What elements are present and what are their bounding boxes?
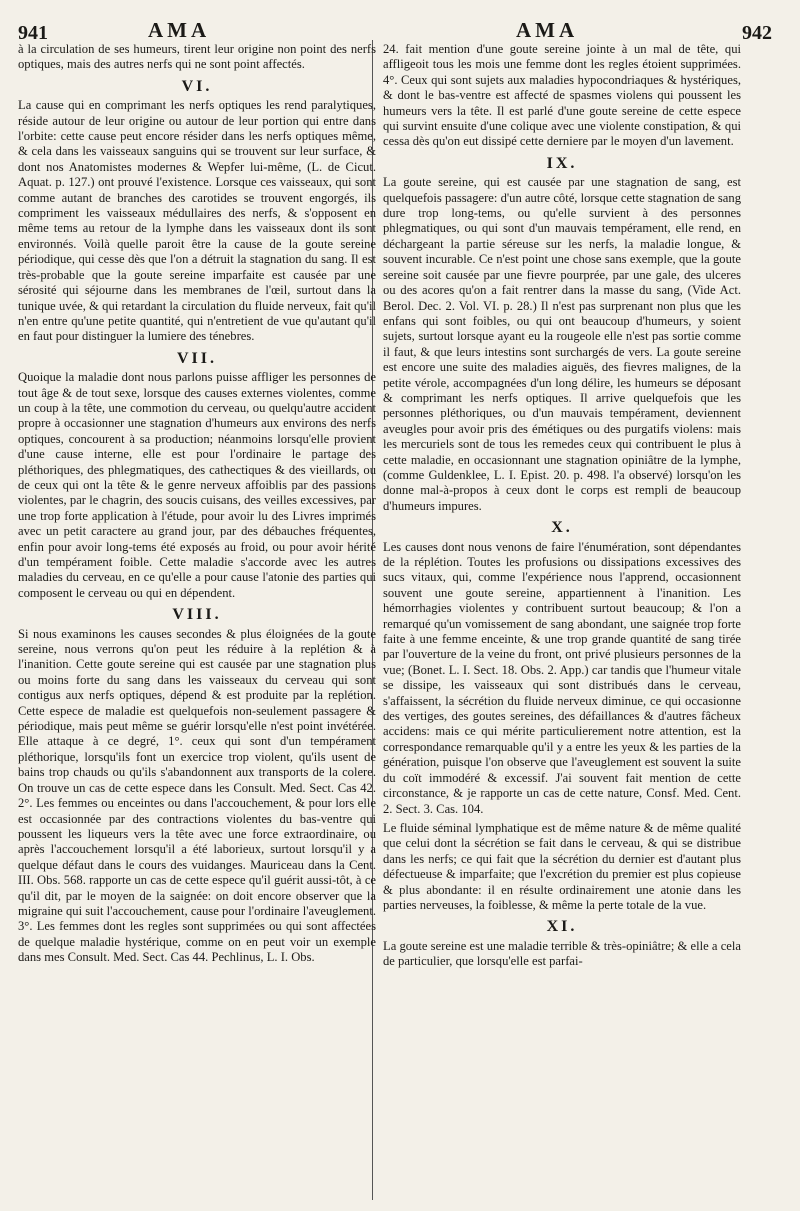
section-heading-6: VI. <box>181 77 213 95</box>
section-heading-10: X. <box>551 519 573 537</box>
section-10-text-2: Le fluide séminal lymphatique est de même nature & de même qualité que celui dont la sécrétion se fait dans le cerveau, & qui se distribue dans les nerfs; ce qui fait que la sécrétion du dernier est d'autant plus défectueuse & imparfaite; que l'excrétion du premier est plus copieuse & plus abondante: il en résulte ordinairement une atonie dans les parties nerveuses, la foiblesse, & même la perte totale de la vue. <box>383 820 741 912</box>
running-head-right: AMA <box>516 18 579 42</box>
page-number-left: 941 <box>18 22 48 44</box>
page-number-right: 942 <box>742 22 772 44</box>
section-heading-7: VII. <box>176 349 217 367</box>
section-10-text: Les causes dont nous venons de faire l'énumération, sont dépendantes de la réplétion. Toutes les profusions ou dissipations excessives des sucs vitaux, qui, comme l'expérience nous l'apprend, occasionnent souvent une goute sereine, appartiennent à l'inanition. Les hémorrhagies violentes y contribuent surtout beaucoup; & l'on a remarqué qu'un vomissement de sang abondant, une saignée trop forte faite à une femme enceinte, & une trop grande quantité de sang tirée par l'ouverture de la veine du front, ont privé plusieurs personnes de la vue; (Bonet. L. I. Sect. 18. Obs. 2. App.) car tandis que l'humeur vitale se dissipe, les vaisseaux qui sont distribués dans le cerveau, s'affaissent, la sécrétion du fluide nerveux diminue, ce qui occasionne des vertiges, des goutes sereines, des défaillances & d'autres fâcheux accidens: mais ce qui mérite particulierement notre attention, est la correspondance remarquable qu'il y a entre les yeux & les parties de la génération, puisque l'on observe que l'aveuglement est souvent la suite du coït immodéré & excessif. J'ai souvent fait mention de cette circonstance, & je rapporte un cas de cette nature, Consf. Med. Cent. 2. Sect. 3. Cas. 104. <box>383 539 741 816</box>
running-head-left: AMA <box>148 18 211 42</box>
section-11-text: La goute sereine est une maladie terrible & très-opiniâtre; & elle a cela de particulier, que lorsqu'elle est parfai- <box>383 938 741 969</box>
section-8-text: Si nous examinons les causes secondes & plus éloignées de la goute sereine, nous verrons qu'on peut les réduire à la replétion & à l'inanition. Cette goute sereine qui est causée par une stagnation plus ou moins forte du sang dans les vaisseaux du cerveau qui sont contigus aux nerfs optiques, dépend & est produite par la replétion. Cette espece de maladie est quelquefois non-seulement passagere & périodique, mais peut même se guérir lorsqu'elle n'est point invétérée. Elle attaque à ce degré, 1°. ceux qui sont d'un tempérament pléthorique, lorsqu'ils font un exercice trop violent, qu'ils usent de bains trop chauds ou qu'ils s'abandonnent aux transports de la colere. On trouve un cas de cette espece dans les Consult. Med. Sect. Cas 42. 2°. Les femmes ou enceintes ou dans l'accouchement, & pour lors elle est occasionnée par des contractions violentes du bas-ventre qui poussent les liqueurs vers la tête avec une force extraordinaire, ou après l'accouchement lorsqu'il a été laborieux, surtout lorsqu'il y a quelque défaut dans le cours des vuidanges. Mauriceau dans la Cent. III. Obs. 568. rapporte un cas de cette espece qu'il guérit aussi-tôt, à ce qu'il dit, par le moyen de la saignée: on doit encore observer que la migraine qui suit l'accouchement, cause pour l'ordinaire l'aveuglement. 3°. Les femmes dont les regles sont supprimées ou qui sont affectées de quelque maladie hystérique, comme on en peut voir un exemple dans mes Consult. Med. Sect. Cas 44. Pechlinus, L. I. Obs. <box>18 626 376 965</box>
section-7-text: Quoique la maladie dont nous parlons puisse affliger les personnes de tout âge & de tout sexe, lorsque des causes externes violentes, comme un coup à la tête, une commotion du cerveau, ou quelqu'autre accident propre à occasionner une stagnation d'humeurs aux environs des nerfs optiques, concourent à sa production; néanmoins lorsqu'elle provient d'une cause interne, elle est pour l'ordinaire le partage des pléthoriques, des phlegmatiques, des cathectiques & des vieillards, ou de ceux qui ont la tête & le genre nerveux affoiblis par des passions violentes, par le chagrin, des soucis cuisans, des veilles excessives, par une trop forte application à l'étude, pour avoir lu des Livres imprimés avec un petit caractere au grand jour, par des débauches fréquentes, enfin pour avoir long-tems été exposés au froid, ou pour avoir hérité d'un tempérament foible. Cette maladie s'accorde avec les autres maladies du cerveau, en ce qu'elle a pour cause l'atonie des parties qui composent le cerveau ou qui en dépendent. <box>18 370 376 600</box>
left-intro: à la circulation de ses humeurs, tirent leur origine non point des nerfs optiques, mais des autres nerfs qui ne sont point affectés. <box>18 42 376 72</box>
section-9-text: La goute sereine, qui est causée par une stagnation de sang, est quelquefois passagere: d'un autre côté, lorsque cette stagnation de sang dure trop long-tems, ou qu'elle survient à des personnes phlegmatiques, ou qui sont d'un mauvais tempérament, elle rend, en déchargeant la partie séreuse sur les nerfs, la maladie longue, & souvent incurable. Ce n'est point une chose sans exemple, que la goute sereine soit causée par une fievre pourprée, par une gale, des ulceres ou des acores qu'on a fait rentrer dans la masse du sang, (Vide Act. Berol. Dec. 2. Vol. VI. p. 28.) Il n'est pas surprenant non plus que les enfans qui sont foibles, ou qui ont beaucoup d'humeurs, y soient sujets, surtout lorsque ayant eu la rougeole elle n'est pas sortie comme il faut, & que leurs intestins sont surchargés de vers. La goute sereine est encore une suite des maladies aiguës, des fievres malignes, de la petite vérole, accompagnées d'un long délire, les humeurs se déposant & comprimant les nerfs optiques. Il arrive quelquefois que les personnes pléthoriques, ou d'un mauvais tempérament, deviennent aveugles pour avoir pris des émétiques ou des purgatifs violens: mais les mercuriels sont de tous les remedes ceux qui contribuent le plus à cette maladie, en occasionnant une stagnation opiniâtre de la lymphe, (comme Guldenklee, L. I. Epist. 20. p. 498. l'a observé) lorsqu'on les donne mal-à-propos à ceux dont le corps est rempli de beaucoup d'humeurs impures. <box>383 175 741 513</box>
section-heading-9: IX. <box>546 154 578 172</box>
right-intro: 24. fait mention d'une goute sereine jointe à un mal de tête, qui affligeoit tous les mois une femme dont les regles étoient supprimées. 4°. Ceux qui sont sujets aux maladies hypocondriaques & hystériques, & dont le bas-ventre est affecté de spasmes violens qui poussent les humeurs vers la tête. Il est parlé d'une goute sereine de cette espece qui survint ensuite d'une colique avec une violente constipation, & qui cessa dès qu'on eut dissipé cette derniere par le moyen d'un lavement. <box>383 42 741 149</box>
section-heading-8: VIII. <box>172 606 222 624</box>
section-heading-11: XI. <box>546 918 578 936</box>
right-column <box>383 42 741 974</box>
section-6-text: La cause qui en comprimant les nerfs optiques les rend paralytiques, réside autour de leur origine ou autour de leur portion qui entre dans l'orbite: cette cause peut encore résider dans les nerfs optiques même, & cela dans les vaisseaux sanguins qui se trouvent sur leur surface, & dont nos Anatomistes modernes & Wepfer lui-même, (L. de Cicut. Aquat. p. 127.) ont prouvé l'existence. Lorsque ces vaisseaux, qui sont comme autant de branches des carotides se trouvent engorgés, ils compriment les vaisseaux médullaires des nerfs, & s'opposent en même tems au retour de la lymphe dans les vaisseaux dont ils sont environnés. Voilà quelle paroit être la cause de la goute sereine périodique, qui cesse dès que l'on a détruit la stagnation du sang. Il est très-probable que la goute sereine imparfaite est causée par une sérosité qui séjourne dans les membranes de l'œil, surtout dans la tunique uvée, & qui retardant la circulation du fluide nerveux, fait qu'il n'en entre qu'une petite quantité, qui n'entretient de vue qu'autant qu'il en faut pour distinguer la lumiere des ténebres. <box>18 98 376 344</box>
left-column <box>18 42 376 970</box>
